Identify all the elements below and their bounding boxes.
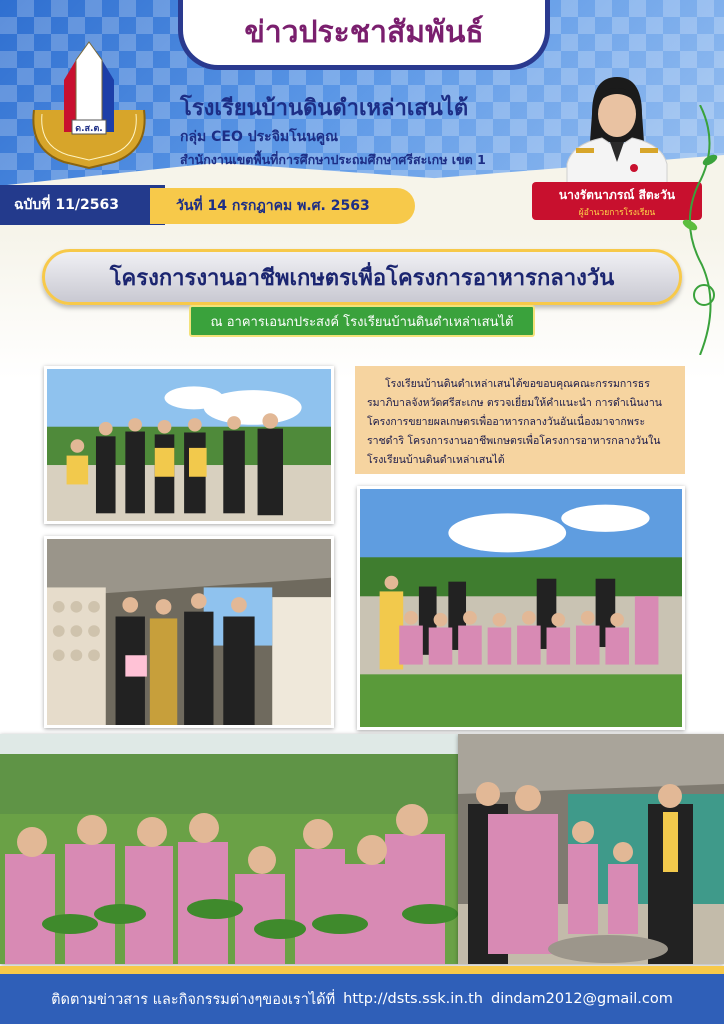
- footer-url[interactable]: http://dsts.ssk.in.th: [343, 991, 483, 1007]
- director-name: นางรัตนาภรณ์ สีตะวัน: [558, 188, 676, 202]
- logo-label: ด.ส.ต.: [75, 124, 103, 134]
- photo-officials-outdoor: [44, 366, 334, 524]
- school-name: โรงเรียนบ้านดินดำเหล่าเสนไต้: [180, 96, 469, 121]
- photo-mushroom-shed: [44, 536, 334, 728]
- footer: [0, 974, 724, 1024]
- banner-title: ข่าวประชาสัมพันธ์: [178, 0, 550, 70]
- group-name: กลุ่ม CEO ประจิมโนนคูณ: [180, 129, 339, 145]
- photo-officials-shed: [458, 734, 724, 964]
- footer-email[interactable]: dindam2012@gmail.com: [491, 991, 673, 1007]
- issue-date: วันที่ 14 กรกฎาคม พ.ศ. 2563: [150, 188, 415, 224]
- article-headline: โครงการงานอาชีพเกษตรเพื่อโครงการอาหารกลางวัน: [42, 249, 682, 305]
- issue-number: ฉบับที่ 11/2563: [0, 185, 165, 225]
- footer-band: [0, 966, 724, 974]
- article-venue: ณ อาคารเอนกประสงค์ โรงเรียนบ้านดินดำเหล่าเสนไต้: [189, 305, 535, 337]
- photo-students-group: [0, 734, 458, 964]
- director-tag: [532, 182, 702, 220]
- photo-students-vegetables: [357, 486, 685, 730]
- vine-decoration: [680, 105, 720, 355]
- school-logo: [24, 40, 154, 170]
- director-photo: [562, 72, 672, 190]
- article-body: โรงเรียนบ้านดินดำเหล่าเสนไต้ขอขอบคุณคณะกรรมการธรรมาภิบาลจังหวัดศรีสะเกษ ตรวจเยี่ยมให้คำแนะนำ การดำเนินงานโครงการขยายผลเกษตรเพื่ออาหารกลางวันอันเนื่องมาจากพระราชดำริ โครงการงานอาชีพเกษตรเพื่อโครงการอาหารกลางวันในโรงเรียนบ้านดินดำเหล่าเสนไต้: [355, 366, 685, 474]
- office-name: สำนักงานเขตพื้นที่การศึกษาประถมศึกษาศรีสะเกษ เขต 1: [180, 152, 486, 167]
- footer-follow-text: ติดตามข่าวสาร และกิจกรรมต่างๆของเราได้ที่: [51, 991, 336, 1008]
- director-role: ผู้อำนวยการโรงเรียน: [578, 208, 656, 218]
